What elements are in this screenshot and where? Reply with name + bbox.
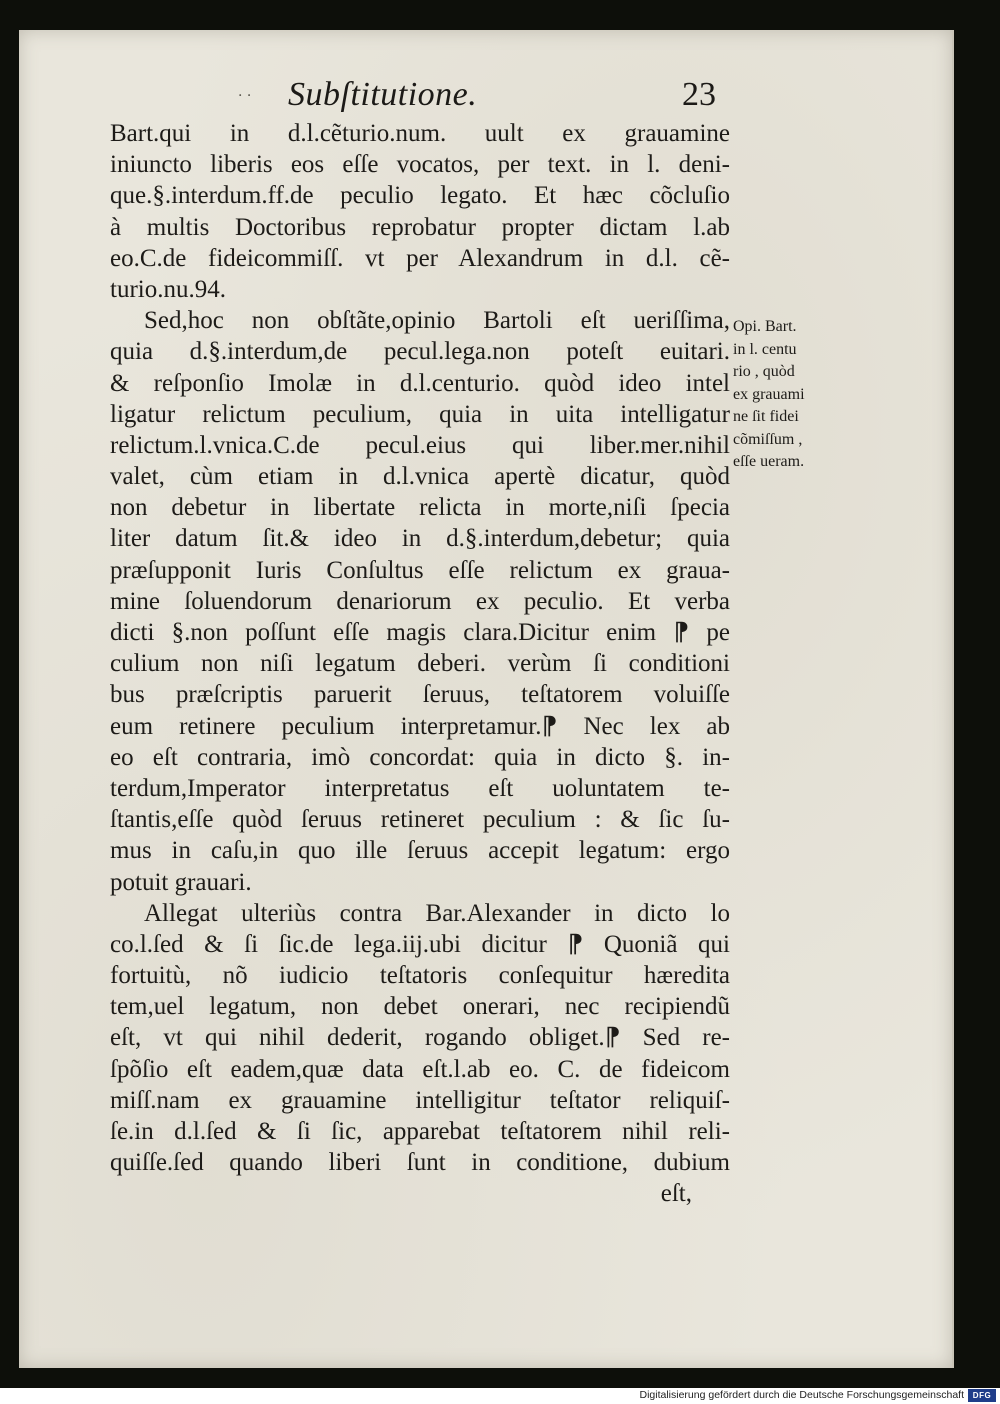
marginal-note-line: in l. centu bbox=[733, 340, 797, 358]
running-head: Subſtitutione. bbox=[288, 76, 478, 113]
main-text-block bbox=[110, 118, 730, 1210]
text-line: ſpõſio eſt eadem,quæ data eſt.l.ab eo. C. de fideicom bbox=[110, 1055, 730, 1083]
text-line: eo.C.de fideicommiſſ. vt per Alexandrum in d.l. cẽ- bbox=[110, 244, 730, 272]
text-line: iniuncto liberis eos eſſe vocatos, per text. in l. deni- bbox=[110, 151, 730, 179]
text-line: & reſponſio Imolæ in d.l.centurio. quòd ideo intel bbox=[110, 369, 730, 397]
text-line: potuit grauari. bbox=[110, 868, 252, 896]
text-line: co.l.ſed & ſi ſic.de lega.iij.ubi dicitur ⁋ Quoniã qui bbox=[110, 930, 730, 958]
text-line: eſt, vt qui nihil dederit, rogando obliget.⁋ Sed re- bbox=[110, 1024, 730, 1052]
text-line: quiſſe.ſed quando liberi ſunt in conditione, dubium bbox=[110, 1149, 730, 1177]
text-line: relictum.l.vnica.C.de pecul.eius qui liber.mer.nihil bbox=[110, 431, 730, 459]
text-line: eum retinere peculium interpretamur.⁋ Nec lex ab bbox=[110, 712, 730, 740]
marginal-note-line: cõmiſſum , bbox=[733, 430, 803, 448]
marginal-note-line: Opi. Bart. bbox=[733, 318, 797, 335]
catchword: eſt, bbox=[660, 1180, 692, 1208]
text-line: culium non niſi legatum deberi. verùm ſi conditioni bbox=[110, 650, 730, 678]
text-line: ligatur relictum peculium, quia in uita intelligatur bbox=[110, 400, 730, 428]
text-line: Allegat ulteriùs contra Bar.Alexander in dicto lo bbox=[144, 899, 730, 927]
marginal-note-line: ex grauami bbox=[733, 385, 805, 403]
text-line: tem,uel legatum, non debet onerari, nec recipiendũ bbox=[110, 993, 730, 1021]
text-line: non debetur in libertate relicta in morte,niſi ſpecia bbox=[110, 494, 730, 522]
text-line: fortuitù, nõ iudicio teſtatoris conſequitur hæredita bbox=[110, 962, 730, 990]
text-line: quia d.§.interdum,de pecul.lega.non poteſt euitari. bbox=[110, 338, 730, 366]
text-line: liter datum ſit.& ideo in d.§.interdum,debetur; quia bbox=[110, 525, 730, 553]
text-line: Sed,hoc non obſtãte,opinio Bartoli eſt ueriſſima, bbox=[144, 307, 730, 335]
text-line: præſupponit Iuris Conſultus eſſe relictum ex graua- bbox=[110, 556, 730, 584]
text-line: ſe.in d.l.ſed & ſi ſic, apparebat teſtatorem nihil reli- bbox=[110, 1118, 730, 1145]
marginal-note bbox=[733, 316, 843, 474]
text-line: à multis Doctoribus reprobatur propter dictam l.ab bbox=[110, 213, 730, 241]
text-line: eo eſt contraria, imò concordat: quia in dicto §. in- bbox=[110, 743, 730, 771]
text-line: ſtantis,eſſe quòd ſeruus retineret peculium : & ſic ſu- bbox=[110, 806, 730, 834]
text-line: miſſ.nam ex grauamine intelligitur teſtator reliquiſ- bbox=[110, 1086, 730, 1114]
text-line: mine ſoluendorum denariorum ex peculio. Et verba bbox=[110, 587, 730, 615]
text-line: dicti §.non poſſunt eſſe magis clara.Dicitur enim ⁋ pe bbox=[110, 619, 730, 646]
footer-bar bbox=[0, 1388, 1000, 1404]
text-line: bus præſcriptis paruerit ſeruus, teſtatorem voluiſſe bbox=[110, 681, 730, 709]
text-line: mus in caſu,in quo ille ſeruus accepit legatum: ergo bbox=[110, 837, 730, 865]
digitization-credit: Digitalisierung gefördert durch die Deutsche Forschungsgemeinschaft bbox=[639, 1389, 964, 1401]
marginal-note-line: eſſe ueram. bbox=[733, 453, 805, 470]
text-line: turio.nu.94. bbox=[110, 275, 226, 303]
text-line: Bart.qui in d.l.cẽturio.num. uult ex grauamine bbox=[110, 120, 730, 147]
dfg-logo-icon: DFG bbox=[968, 1389, 996, 1402]
text-line: valet, cùm etiam in d.l.vnica apertè dicatur, quòd bbox=[110, 463, 730, 491]
page-number: 23 bbox=[682, 76, 716, 113]
marginal-note-line: rio , quòd bbox=[733, 363, 795, 380]
head-ornament-dots: · · bbox=[238, 88, 252, 104]
marginal-note-line: ne ſit fidei bbox=[733, 408, 799, 425]
text-line: que.§.interdum.ff.de peculio legato. Et hæc cõcluſio bbox=[110, 182, 730, 210]
text-line: terdum,Imperator interpretatus eſt uoluntatem te- bbox=[110, 774, 730, 802]
